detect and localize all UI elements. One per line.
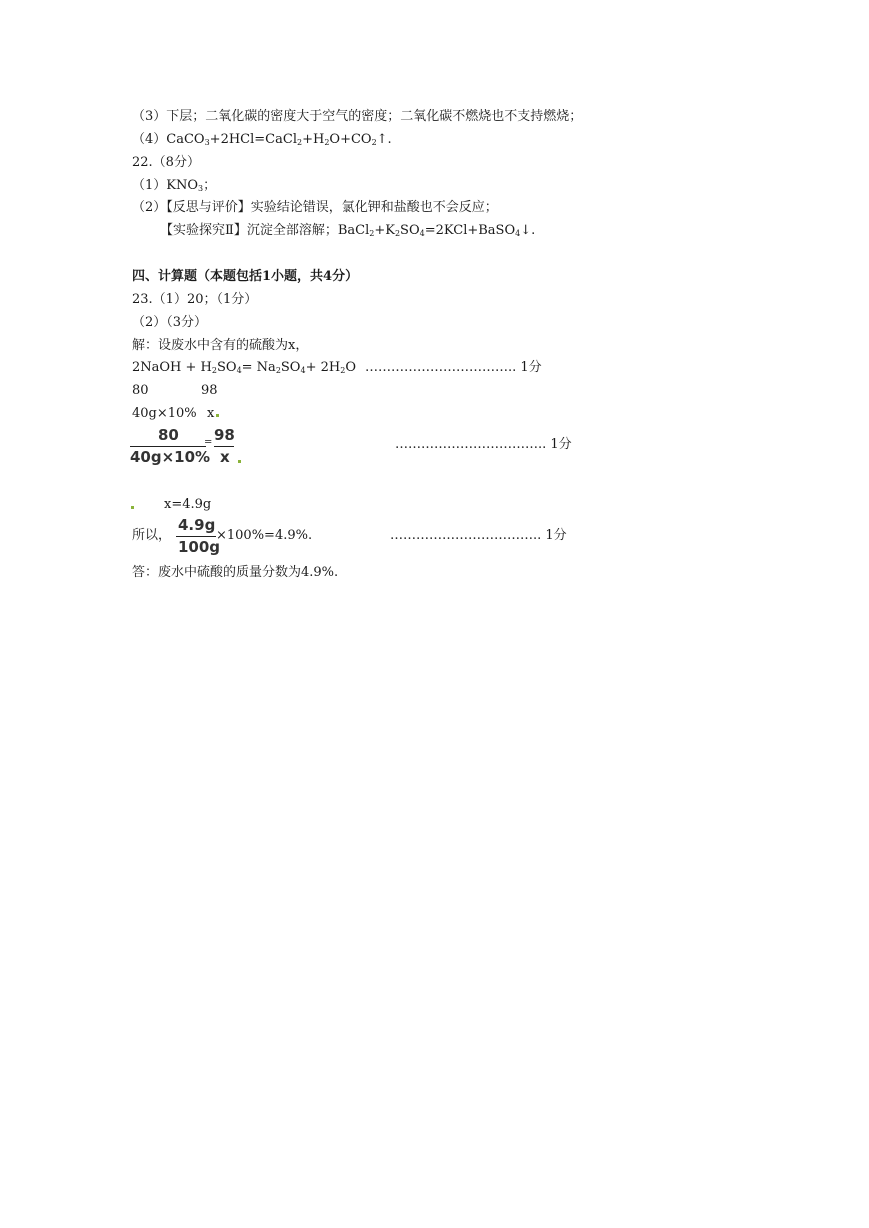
q23-part-1: 23.（1）20；（1分） (132, 292, 258, 307)
percentage-fraction (176, 516, 221, 558)
stray-mark (216, 414, 219, 417)
fraction-1-denominator: 40g×10% (130, 448, 211, 466)
score-mark-3: …………………………….. 1分 (390, 528, 567, 543)
fraction-2-numerator: 98 (214, 426, 235, 444)
fraction-2-bar (214, 446, 234, 447)
score-mark-1: …………………………….. 1分 (365, 360, 542, 375)
stray-mark (131, 506, 134, 509)
q22-part-1: $(1)KNO_3$； (132, 178, 217, 193)
fraction-2-denominator: x (220, 448, 230, 466)
unknown-x: x (207, 406, 215, 421)
therefore-label: 所以， (132, 528, 172, 543)
fraction-3-bar (176, 536, 216, 537)
percentage-result: ×100%=4.9%. (216, 528, 313, 543)
naoh-mass: 40g×10% (132, 406, 197, 421)
proportion-equation (130, 426, 240, 468)
equals-sign: = (204, 437, 213, 448)
chemical-equation: 2NaOH + $H_2SO_4= Na_2SO_4+ 2H_2O$ (132, 360, 356, 375)
fraction-3-denominator: 100g (178, 538, 221, 556)
fraction-3-numerator: 4.9g (178, 516, 216, 534)
fraction-1-numerator: 80 (158, 426, 179, 444)
answer-line-4: $(4)CaCO_3+2HCl=CaCl_2+H_2O+CO_2↑$. (132, 132, 392, 147)
q23-part-2: （2）（3分） (132, 315, 208, 330)
stray-mark (238, 460, 241, 463)
molar-mass-h2so4: 98 (201, 383, 218, 398)
score-mark-2: …………………………….. 1分 (395, 437, 572, 452)
q22-part-2: （2）【反思与评价】实验结论错误，氯化钾和盐酸也不会反应； (132, 200, 498, 215)
final-answer: 答：废水中硫酸的质量分数为4.9%. (132, 565, 339, 580)
q22-part-3: 【实验探究Ⅱ】沉淀全部溶解；$BaCl_2+K_2SO_4=2KCl+BaSO_4↓$. (160, 223, 536, 238)
solution-intro: 解：设废水中含有的硫酸为x， (132, 338, 309, 353)
section-4-title: 四、计算题（本题包括1小题，共4分） (132, 269, 359, 284)
x-value: x=4.9g (164, 497, 212, 512)
molar-mass-naoh: 80 (132, 383, 149, 398)
question-22-header: 22.（8分） (132, 155, 200, 170)
answer-line-3: （3）下层；二氧化碳的密度大于空气的密度；二氧化碳不燃烧也不支持燃烧； (132, 109, 583, 124)
fraction-1-bar (130, 446, 206, 447)
